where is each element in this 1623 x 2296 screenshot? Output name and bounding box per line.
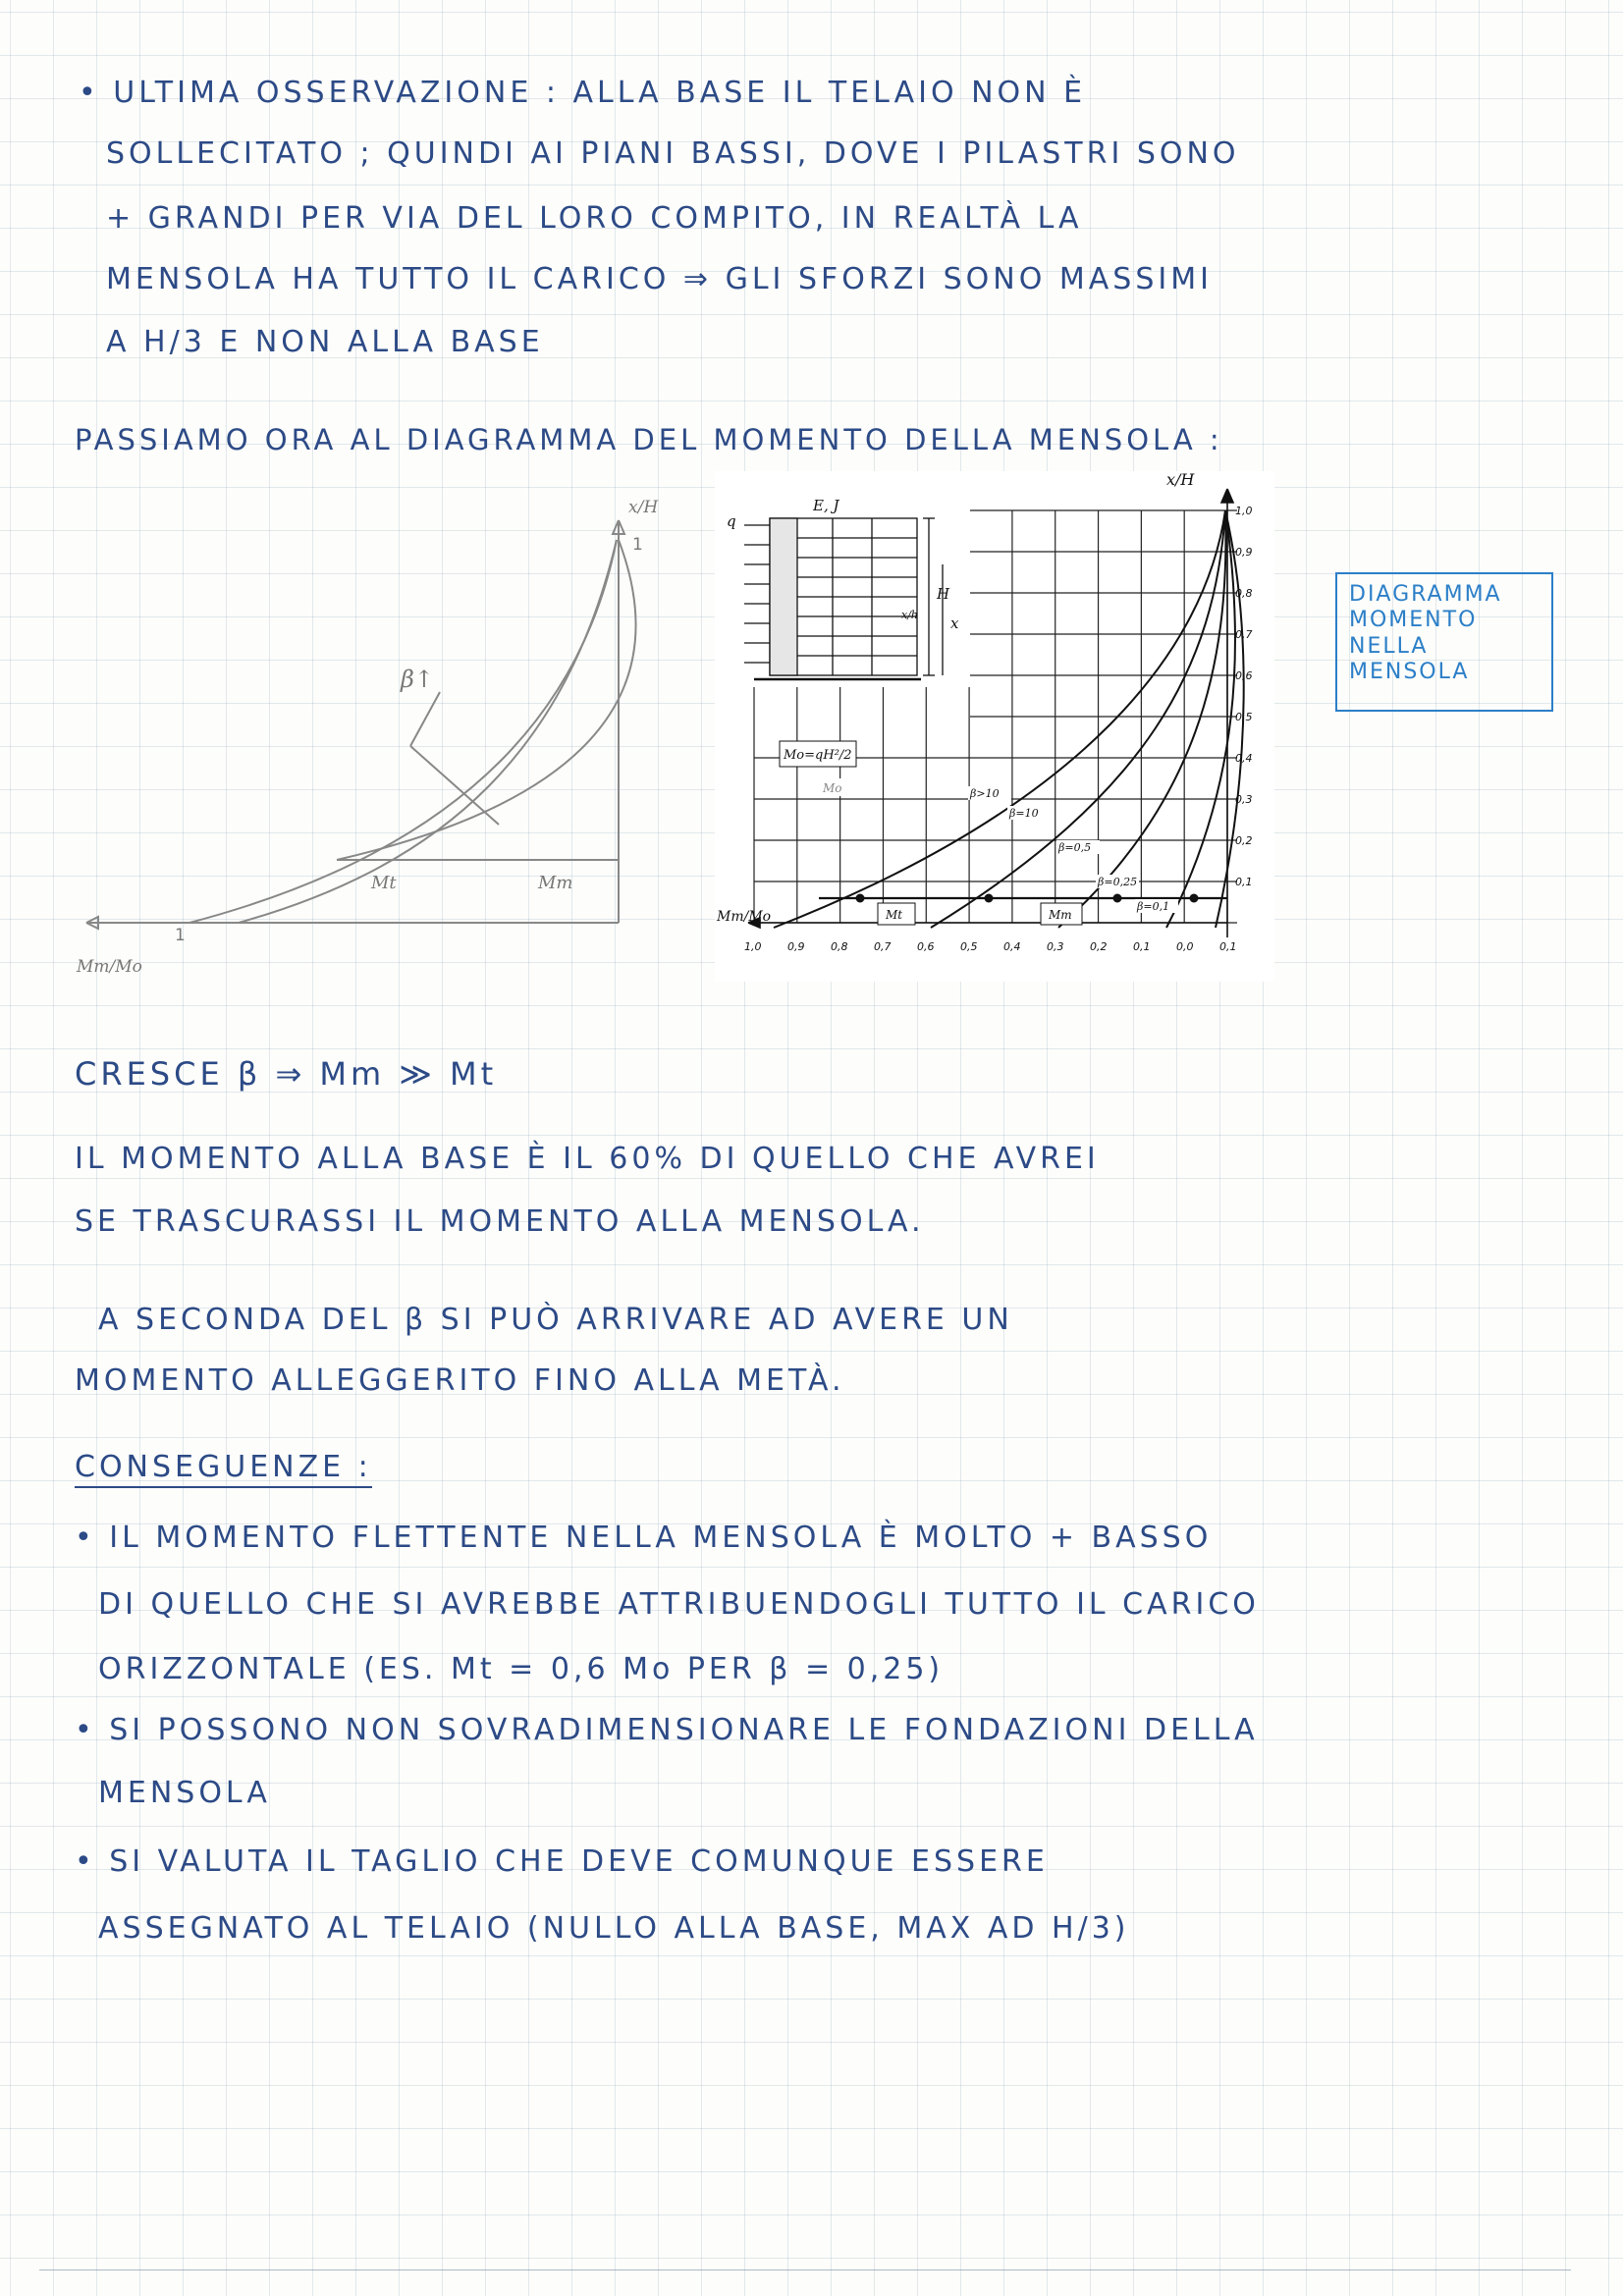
consequence-line-2: DI QUELLO CHE SI AVREBBE ATTRIBUENDOGLI TUTTO IL CARICO — [98, 1587, 1260, 1622]
y-tick-3: 0,7 — [1235, 628, 1253, 641]
sketch-mm-label: Mm — [538, 873, 573, 893]
x-tick-8: 0,2 — [1090, 940, 1108, 953]
sketch-curve-mid — [239, 540, 617, 923]
sketch-mt-label: Mt — [371, 873, 397, 893]
page-bottom-rule — [39, 2269, 1571, 2270]
obs-line-5: A H/3 E NON ALLA BASE — [106, 325, 544, 359]
y-tick-5: 0,5 — [1235, 711, 1253, 723]
consequence-line-7: ASSEGNATO AL TELAIO (NULLO ALLA BASE, MAX AD H/3) — [98, 1911, 1130, 1946]
para1-line-1: IL MOMENTO ALLA BASE È IL 60% DI QUELLO CHE AVREI — [75, 1142, 1100, 1176]
para1-line-2: SE TRASCURASSI IL MOMENTO ALLA MENSOLA. — [75, 1204, 925, 1239]
sketch-x-one: 1 — [175, 926, 186, 945]
x-tick-1: 0,9 — [787, 940, 805, 953]
consequence-line-5: MENSOLA — [98, 1776, 271, 1810]
box-label-line-3: NELLA — [1349, 633, 1429, 659]
sketch-x-label: Mm/Mo — [77, 957, 142, 977]
printed-x-ticks — [744, 940, 1237, 953]
para2-line-2: MOMENTO ALLEGGERITO FINO ALLA METÀ. — [75, 1363, 845, 1398]
consequence-line-4: • SI POSSONO NON SOVRADIMENSIONARE LE FONDAZIONI DELLA — [75, 1713, 1259, 1747]
sketch-curve-outer — [189, 540, 617, 923]
obs-line-4: MENSOLA HA TUTTO IL CARICO ⇒ GLI SFORZI SONO MASSIMI — [106, 262, 1213, 296]
printed-y-axis-label: x/H — [1166, 470, 1195, 489]
printed-m0-short: Mo — [823, 781, 842, 795]
printed-mm-label: Mm — [1049, 908, 1072, 922]
curve-beta-05 — [1058, 510, 1225, 928]
printed-x-label: x — [950, 614, 959, 632]
sketch-y-label: x/H — [628, 498, 659, 517]
sketch-curve-inner — [337, 540, 636, 860]
sketch-diagram — [77, 491, 659, 982]
y-tick-9: 0,1 — [1235, 876, 1253, 888]
printed-ej-label: E, J — [813, 497, 839, 514]
beta-label-2: β=0,5 — [1058, 841, 1092, 854]
printed-q-label: q — [727, 512, 736, 530]
box-label-line-1: DIAGRAMMA — [1349, 582, 1502, 607]
y-tick-7: 0,3 — [1235, 793, 1253, 806]
y-tick-4: 0,6 — [1235, 669, 1253, 682]
para2-line-1: A SECONDA DEL β SI PUÒ ARRIVARE AD AVERE UN — [98, 1303, 1013, 1337]
x-tick-4: 0,6 — [917, 940, 935, 953]
x-tick-7: 0,3 — [1047, 940, 1064, 953]
printed-x-axis-label: Mm/Mo — [717, 909, 772, 925]
growth-statement: CRESCE β ⇒ Mm ≫ Mt — [75, 1055, 498, 1093]
printed-chart — [715, 471, 1274, 982]
curve-beta-10 — [931, 510, 1225, 928]
consequence-line-6: • SI VALUTA IL TAGLIO CHE DEVE COMUNQUE ESSERE — [75, 1844, 1049, 1879]
y-tick-2: 0,8 — [1235, 587, 1253, 600]
printed-H-label: H — [937, 585, 950, 603]
x-tick-9: 0,1 — [1133, 940, 1151, 953]
box-label-line-4: MENSOLA — [1349, 660, 1470, 685]
printed-m0-label: Mo=qH²/2 — [784, 748, 852, 763]
printed-y-arrow — [1221, 489, 1233, 503]
diagram-intro: PASSIAMO ORA AL DIAGRAMMA DEL MOMENTO DELLA MENSOLA : — [75, 423, 1223, 456]
obs-line-1: • ULTIMA OSSERVAZIONE : ALLA BASE IL TELAIO NON È — [79, 76, 1087, 110]
sketch-beta-label: β↑ — [401, 666, 434, 693]
sketch-y-one: 1 — [632, 535, 643, 555]
sketch-beta-arrow-tip — [410, 692, 440, 746]
x-tick-10: 0,0 — [1176, 940, 1194, 953]
y-tick-8: 0,2 — [1235, 834, 1253, 847]
consequences-title: CONSEGUENZE : — [75, 1453, 372, 1488]
diagram-box-label — [1335, 572, 1553, 712]
x-tick-11: 0,1 — [1219, 940, 1237, 953]
x-tick-0: 1,0 — [744, 940, 762, 953]
x-tick-6: 0,4 — [1003, 940, 1021, 953]
obs-line-2: SOLLECITATO ; QUINDI AI PIANI BASSI, DOVE I PILASTRI SONO — [106, 136, 1240, 171]
beta-label-0: β>10 — [970, 787, 1000, 800]
consequence-line-3: ORIZZONTALE (ES. Mt = 0,6 Mo PER β = 0,25) — [98, 1652, 945, 1686]
printed-building — [744, 518, 943, 679]
beta-label-1: β=10 — [1009, 807, 1039, 820]
y-tick-1: 0,9 — [1235, 546, 1253, 559]
x-tick-3: 0,7 — [874, 940, 892, 953]
consequence-line-1: • IL MOMENTO FLETTENTE NELLA MENSOLA È MOLTO + BASSO — [75, 1521, 1213, 1555]
sketch-beta-arrow-line — [410, 746, 499, 825]
y-tick-0: 1,0 — [1235, 505, 1253, 517]
printed-mt-label: Mt — [886, 908, 903, 922]
beta-label-3: β=0,25 — [1098, 876, 1138, 888]
y-tick-6: 0,4 — [1235, 752, 1253, 765]
printed-xh-label: x/h — [901, 609, 918, 621]
obs-line-3: + GRANDI PER VIA DEL LORO COMPITO, IN REALTÀ LA — [106, 201, 1083, 236]
printed-beta-labels — [968, 786, 1178, 913]
beta-label-4: β=0,1 — [1137, 900, 1170, 913]
x-tick-2: 0,8 — [831, 940, 848, 953]
box-label-line-2: MOMENTO — [1349, 608, 1478, 633]
x-tick-5: 0,5 — [960, 940, 978, 953]
